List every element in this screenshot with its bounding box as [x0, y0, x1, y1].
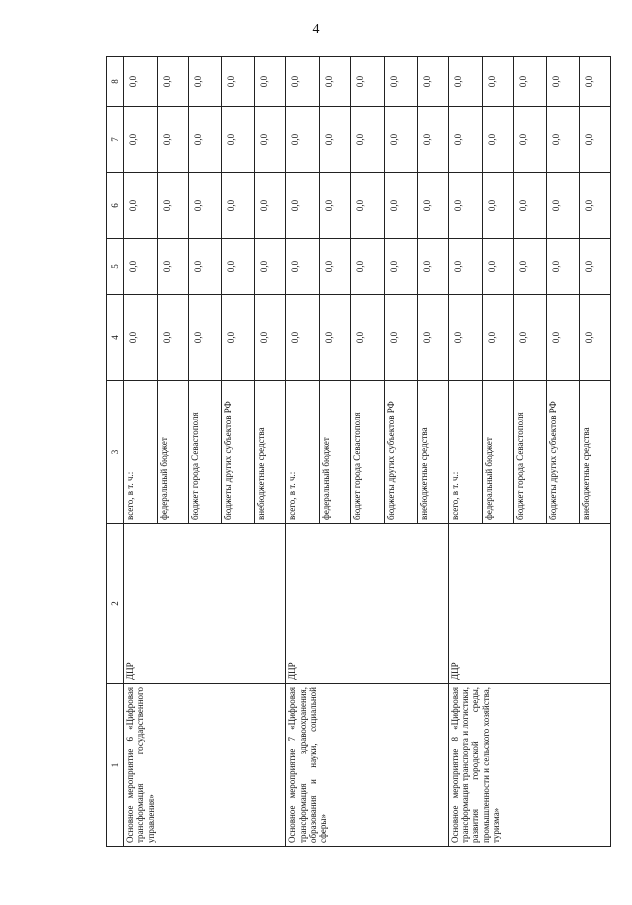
amount-cell: 0,0: [448, 57, 482, 107]
executor: ДЦР: [286, 524, 448, 684]
funding-source: всего, в т. ч.:: [448, 381, 482, 524]
amount-cell: 0,0: [482, 57, 513, 107]
amount-cell: 0,0: [513, 57, 546, 107]
column-header: 2: [107, 524, 124, 684]
funding-source: всего, в т. ч.:: [286, 381, 320, 524]
amount-cell: 0,0: [384, 107, 417, 173]
funding-source: бюджеты других субъектов РФ: [384, 381, 417, 524]
amount-cell: 0,0: [222, 173, 255, 239]
amount-cell: 0,0: [384, 295, 417, 381]
amount-cell: 0,0: [546, 107, 579, 173]
amount-cell: 0,0: [189, 173, 222, 239]
amount-cell: 0,0: [320, 295, 351, 381]
amount-cell: 0,0: [320, 239, 351, 295]
amount-cell: 0,0: [448, 239, 482, 295]
amount-cell: 0,0: [320, 107, 351, 173]
amount-cell: 0,0: [482, 295, 513, 381]
amount-cell: 0,0: [351, 295, 384, 381]
funding-source: бюджеты других субъектов РФ: [222, 381, 255, 524]
amount-cell: 0,0: [222, 57, 255, 107]
amount-cell: 0,0: [579, 107, 610, 173]
amount-cell: 0,0: [286, 239, 320, 295]
amount-cell: 0,0: [579, 57, 610, 107]
page-number: 4: [312, 22, 320, 37]
amount-cell: 0,0: [320, 57, 351, 107]
amount-cell: 0,0: [384, 239, 417, 295]
amount-cell: 0,0: [124, 107, 158, 173]
amount-cell: 0,0: [351, 239, 384, 295]
amount-cell: 0,0: [189, 57, 222, 107]
amount-cell: 0,0: [448, 295, 482, 381]
table-row: [124, 57, 158, 847]
amount-cell: 0,0: [222, 107, 255, 173]
table-row: [286, 57, 320, 847]
column-header: 4: [107, 295, 124, 381]
measure-name: Основное мероприятие 6 «Цифровая трансформация государственного управления»: [124, 684, 286, 847]
amount-cell: 0,0: [513, 295, 546, 381]
amount-cell: 0,0: [448, 173, 482, 239]
column-header: 6: [107, 173, 124, 239]
amount-cell: 0,0: [124, 239, 158, 295]
amount-cell: 0,0: [158, 295, 189, 381]
column-header: 7: [107, 107, 124, 173]
amount-cell: 0,0: [417, 57, 448, 107]
amount-cell: 0,0: [286, 295, 320, 381]
amount-cell: 0,0: [351, 57, 384, 107]
executor: ДЦР: [124, 524, 286, 684]
amount-cell: 0,0: [482, 107, 513, 173]
amount-cell: 0,0: [124, 295, 158, 381]
amount-cell: 0,0: [546, 295, 579, 381]
amount-cell: 0,0: [158, 239, 189, 295]
amount-cell: 0,0: [546, 239, 579, 295]
funding-source: федеральный бюджет: [158, 381, 189, 524]
amount-cell: 0,0: [255, 57, 286, 107]
amount-cell: 0,0: [124, 173, 158, 239]
column-header: 5: [107, 239, 124, 295]
amount-cell: 0,0: [417, 239, 448, 295]
funding-source: всего, в т. ч.:: [124, 381, 158, 524]
amount-cell: 0,0: [417, 107, 448, 173]
amount-cell: 0,0: [513, 107, 546, 173]
funding-source: бюджет города Севастополя: [513, 381, 546, 524]
amount-cell: 0,0: [255, 173, 286, 239]
executor: ДЦР: [448, 524, 610, 684]
amount-cell: 0,0: [286, 57, 320, 107]
amount-cell: 0,0: [417, 295, 448, 381]
amount-cell: 0,0: [482, 239, 513, 295]
funding-source: бюджет города Севастополя: [189, 381, 222, 524]
amount-cell: 0,0: [546, 57, 579, 107]
amount-cell: 0,0: [189, 295, 222, 381]
amount-cell: 0,0: [513, 239, 546, 295]
amount-cell: 0,0: [579, 173, 610, 239]
amount-cell: 0,0: [579, 295, 610, 381]
table-row: [448, 57, 482, 847]
amount-cell: 0,0: [189, 239, 222, 295]
funding-source: бюджеты других субъектов РФ: [546, 381, 579, 524]
amount-cell: 0,0: [513, 173, 546, 239]
amount-cell: 0,0: [351, 107, 384, 173]
amount-cell: 0,0: [222, 295, 255, 381]
amount-cell: 0,0: [448, 107, 482, 173]
rotated-table-frame: [106, 57, 611, 847]
amount-cell: 0,0: [482, 173, 513, 239]
funding-table: [106, 56, 611, 847]
amount-cell: 0,0: [351, 173, 384, 239]
column-header: 1: [107, 684, 124, 847]
amount-cell: 0,0: [222, 239, 255, 295]
measure-name: Основное мероприятие 8 «Цифровая трансформация транспорта и логистики, развития городской среды, промышленности и сельского хозяйства, туризма»: [448, 684, 610, 847]
amount-cell: 0,0: [124, 57, 158, 107]
amount-cell: 0,0: [255, 107, 286, 173]
amount-cell: 0,0: [286, 107, 320, 173]
table-body: [124, 57, 611, 847]
funding-source: внебюджетные средства: [417, 381, 448, 524]
amount-cell: 0,0: [384, 57, 417, 107]
funding-source: внебюджетные средства: [579, 381, 610, 524]
amount-cell: 0,0: [384, 173, 417, 239]
funding-source: бюджет города Севастополя: [351, 381, 384, 524]
amount-cell: 0,0: [158, 57, 189, 107]
amount-cell: 0,0: [189, 107, 222, 173]
amount-cell: 0,0: [417, 173, 448, 239]
funding-source: внебюджетные средства: [255, 381, 286, 524]
header-row: [107, 57, 124, 847]
amount-cell: 0,0: [579, 239, 610, 295]
amount-cell: 0,0: [255, 295, 286, 381]
amount-cell: 0,0: [546, 173, 579, 239]
funding-source: федеральный бюджет: [320, 381, 351, 524]
amount-cell: 0,0: [158, 107, 189, 173]
measure-name: Основное мероприятие 7 «Цифровая трансформация здравоохранения, образования и науки, социальной сферы»: [286, 684, 448, 847]
column-header: 3: [107, 381, 124, 524]
column-header: 8: [107, 57, 124, 107]
amount-cell: 0,0: [320, 173, 351, 239]
amount-cell: 0,0: [255, 239, 286, 295]
amount-cell: 0,0: [286, 173, 320, 239]
amount-cell: 0,0: [158, 173, 189, 239]
funding-source: федеральный бюджет: [482, 381, 513, 524]
